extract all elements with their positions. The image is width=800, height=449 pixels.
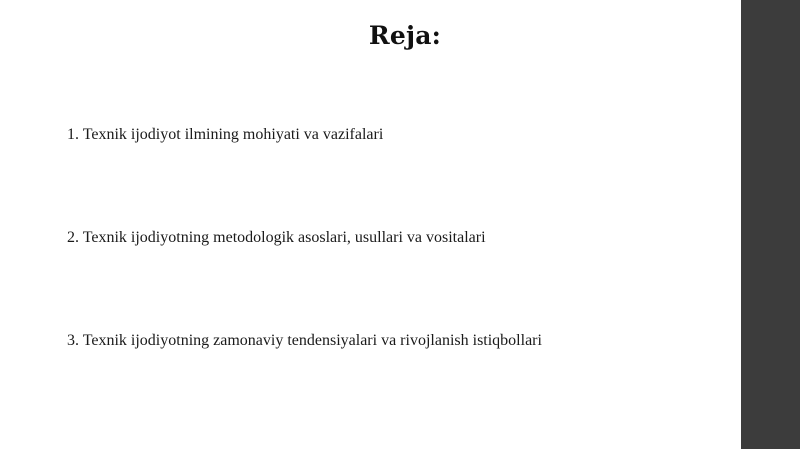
slide-title: Reja:	[368, 21, 442, 50]
plan-item-3: 3. Texnik ijodiyotning zamonaviy tendensiyalari va rivojlanish istiqbollari	[67, 332, 542, 349]
plan-item-2: 2. Texnik ijodiyotning metodologik asoslari, usullari va vositalari	[67, 229, 486, 246]
side-panel	[741, 0, 800, 449]
plan-item-1: 1. Texnik ijodiyot ilmining mohiyati va vazifalari	[67, 126, 384, 143]
